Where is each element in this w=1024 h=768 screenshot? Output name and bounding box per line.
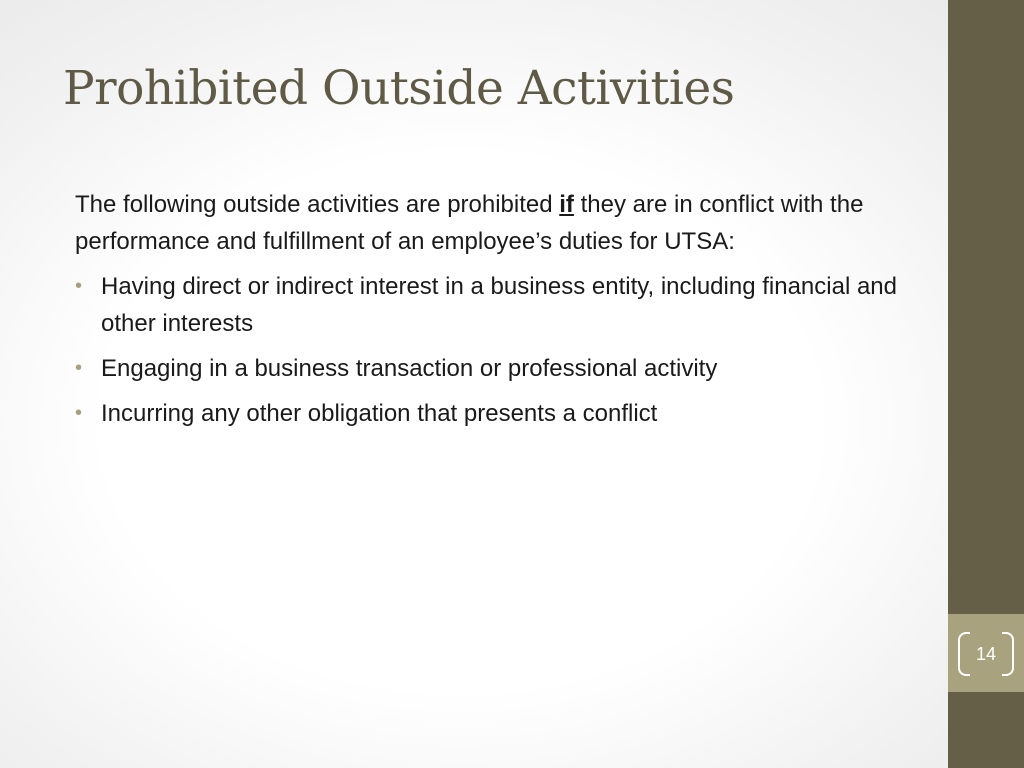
- page-number-box: [948, 614, 1024, 692]
- bullet-text: Engaging in a business transaction or professional activity: [101, 355, 718, 382]
- slide-title: Prohibited Outside Activities: [63, 61, 735, 116]
- bullet-list: [75, 268, 915, 432]
- intro-emphasis: if: [559, 191, 574, 218]
- bullet-item: [75, 395, 915, 432]
- bullet-icon: •: [75, 275, 83, 297]
- bullet-icon: •: [75, 357, 83, 379]
- bullet-text: Having direct or indirect interest in a business entity, including financial and other interests: [101, 273, 897, 337]
- bullet-item: [75, 350, 915, 387]
- bullet-item: [75, 268, 915, 342]
- intro-paragraph: [75, 186, 915, 260]
- bullet-icon: •: [75, 402, 83, 424]
- bullet-text: Incurring any other obligation that presents a conflict: [101, 400, 658, 427]
- intro-text-after: they are in conflict with the performance and fulfillment of an employee’s duties for UTSA:: [75, 191, 864, 255]
- intro-text-before: The following outside activities are prohibited: [75, 191, 560, 218]
- page-number: 14: [975, 644, 997, 664]
- page-number-frame: [958, 632, 1014, 674]
- slide-body: [75, 186, 915, 440]
